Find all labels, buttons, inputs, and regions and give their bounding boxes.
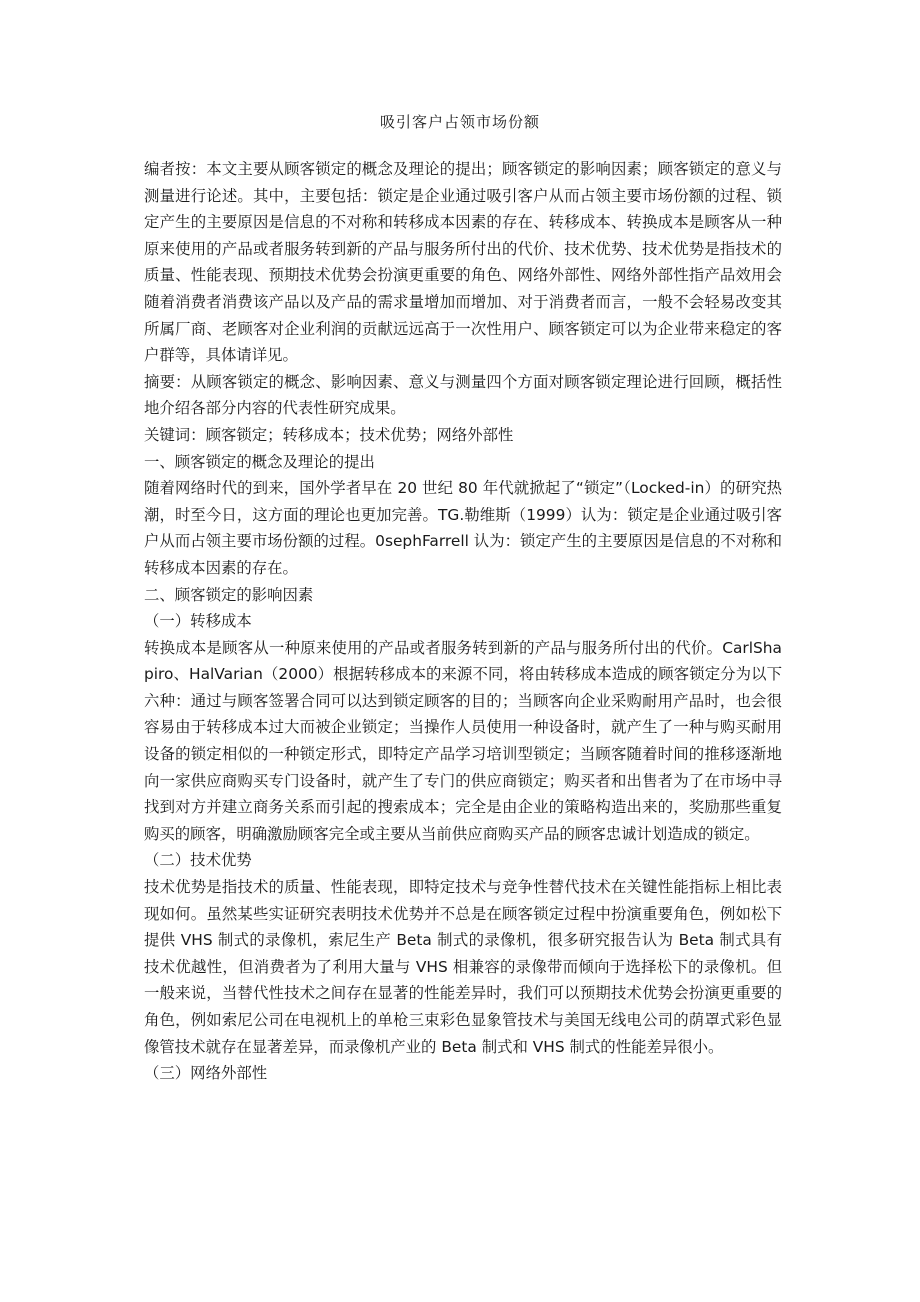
section-1-paragraph: 随着网络时代的到来，国外学者早在 20 世纪 80 年代就掀起了“锁定”（Locked-in）的研究热潮，时至今日，这方面的理论也更加完善。TG.勒维斯（1999）认为：锁定是企业通过吸引客户从而占领主要市场份额的过程。0sephFarrell 认为：锁定产生的主要原因是信息的不对称和转移成本因素的存在。 — [144, 479, 782, 577]
keywords-paragraph: 关键词：顾客锁定；转移成本；技术优势；网络外部性 — [144, 425, 514, 444]
section-heading-1: 一、顾客锁定的概念及理论的提出 — [144, 452, 375, 471]
page-title: 吸引客户占领市场份额 — [379, 113, 540, 131]
editor-note-paragraph: 编者按：本文主要从顾客锁定的概念及理论的提出；顾客锁定的影响因素；顾客锁定的意义与测量进行论述。其中，主要包括：锁定是企业通过吸引客户从而占领主要市场份额的过程、锁定产生的主要原因是信息的不对称和转移成本因素的存在、转移成本、转换成本是顾客从一种原来使用的产品或者服务转到新的产品与服务所付出的代价、技术优势、技术优势是指技术的质量、性能表现、预期技术优势会扮演更重要的角色、网络外部性、网络外部性指产品效用会随着消费者消费该产品以及产品的需求量增加而增加、对于消费者而言，一般不会轻易改变其所属厂商、老顾客对企业利润的贡献远远高于一次性用户、顾客锁定可以为企业带来稳定的客户群等，具体请详见。 — [144, 160, 782, 365]
abstract-paragraph: 摘要：从顾客锁定的概念、影响因素、意义与测量四个方面对顾客锁定理论进行回顾，概括性地介绍各部分内容的代表性研究成果。 — [144, 372, 782, 418]
subsection-heading-tech-advantage: （二）技术优势 — [144, 851, 252, 870]
subsection-heading-switching-cost: （一）转移成本 — [144, 612, 252, 631]
document-body — [144, 156, 782, 1087]
tech-advantage-paragraph: 技术优势是指技术的质量、性能表现，即特定技术与竞争性替代技术在关键性能指标上相比表现如何。虽然某些实证研究表明技术优势并不总是在顾客锁定过程中扮演重要角色，例如松下提供 VHS 制式的录像机，索尼生产 Beta 制式的录像机，很多研究报告认为 Beta 制式具有技术优越性，但消费者为了利用大量与 VHS 相兼容的录像带而倾向于选择松下的录像机。但一般来说，当替代性技术之间存在显著的性能差异时，我们可以预期技术优势会扮演更重要的角色，例如索尼公司在电视机上的单枪三束彩色显象管技术与美国无线电公司的荫罩式彩色显像管技术就存在显著差异，而录像机产业的 Beta 制式和 VHS 制式的性能差异很小。 — [144, 878, 782, 1056]
section-heading-2: 二、顾客锁定的影响因素 — [144, 585, 314, 604]
subsection-heading-network-externality: （三）网络外部性 — [144, 1064, 268, 1083]
switching-cost-paragraph: 转换成本是顾客从一种原来使用的产品或者服务转到新的产品与服务所付出的代价。CarlShapiro、HalVarian（2000）根据转移成本的来源不同，将由转移成本造成的顾客锁定分为以下六种：通过与顾客签署合同可以达到锁定顾客的目的；当顾客向企业采购耐用产品时，也会很容易由于转移成本过大而被企业锁定；当操作人员使用一种设备时，就产生了一种与购买耐用设备的锁定相似的一种锁定形式，即特定产品学习培训型锁定；当顾客随着时间的推移逐渐地向一家供应商购买专门设备时，就产生了专门的供应商锁定；购买者和出售者为了在市场中寻找到对方并建立商务关系而引起的搜索成本；完全是由企业的策略构造出来的，奖励那些重复购买的顾客，明确激励顾客完全或主要从当前供应商购买产品的顾客忠诚计划造成的锁定。 — [144, 638, 782, 843]
